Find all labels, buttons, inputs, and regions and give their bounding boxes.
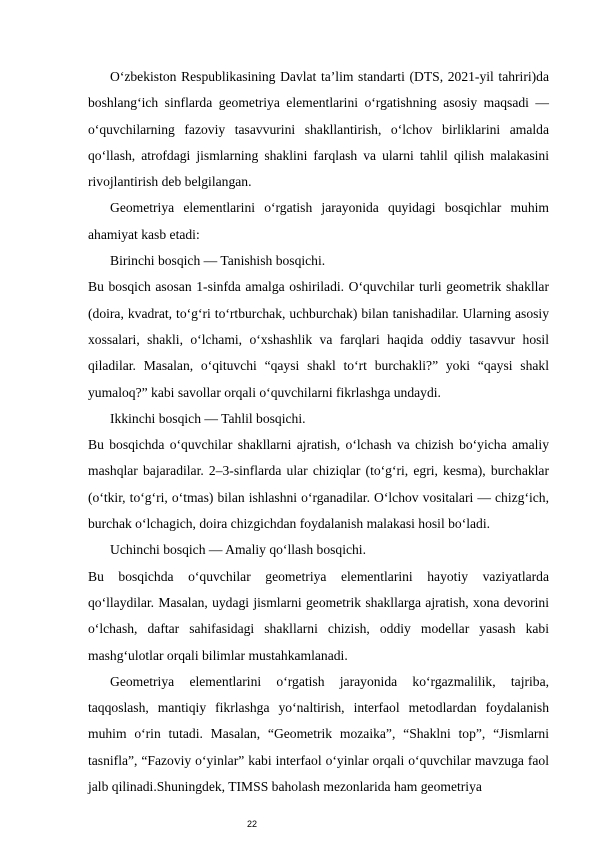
paragraph-stage-two: Bu bosqichda o‘quvchilar shakllarni ajratish, o‘lchash va chizish bo‘yicha amaliy mashqlar bajaradilar. 2–3-sinflarda ular chiziqlar (to‘g‘ri, egri, kesma), burchaklar (o‘tkir, to‘g‘ri, o‘tmas) bilan ishlashni o‘rganadilar. O‘lchov vositalari — chizg‘ich, burchak o‘lchagich, doira chizgichdan foydalanish malakasi hosil bo‘ladi. — [88, 437, 549, 532]
paragraph-stage-one: Bu bosqich asosan 1-sinfda amalga oshiriladi. O‘quvchilar turli geometrik shakllar (doira, kvadrat, to‘g‘ri to‘rtburchak, uchburchak) bilan tanishadilar. Ularning asosiy xossalari, shakli, o‘lchami, o‘xshashlik va farqlari haqida oddiy tasavvur hosil qiladilar. Masalan, o‘qituvchi “qaysi shakl to‘rt burchakli?” yoki “qaysi shakl yumaloq?” kabi savollar orqali o‘quvchilarni fikrlashga undaydi. — [88, 279, 549, 400]
heading-stage-one: Birinchi bosqich — Tanishish bosqichi. — [110, 253, 326, 269]
paragraph-stages-intro: Geometriya elementlarini o‘rgatish jarayonida quyidagi bosqichlar muhim ahamiyat kasb etadi: — [88, 200, 549, 242]
paragraph-stage-three: Bu bosqichda o‘quvchilar geometriya elementlarini hayotiy vaziyatlarda qo‘llaydilar. Masalan, uydagi jismlarni geometrik shakllarga ajratish, xona devorini o‘lchash, daftar sahifasidagi shakllarni chizish, oddiy modellar yasash kabi mashg‘ulotlar orqali bilimlar mustahkamlanadi. — [88, 568, 549, 663]
page-body — [88, 64, 549, 800]
paragraph-dts-goal: O‘zbekiston Respublikasining Davlat ta’lim standarti (DTS, 2021-yil tahriri)da boshlang‘ich sinflarda geometriya elementlarini o‘rgatishning asosiy maqsadi — o‘quvchilarning fazoviy tasavvurini shakllantirish, o‘lchov birliklarini amalda qo‘llash, atrofdagi jismlarning shaklini farqlash va ularni tahlil qilish malakasini rivojlantirish deb belgilangan. — [88, 69, 549, 190]
heading-stage-three: Uchinchi bosqich — Amaliy qo‘llash bosqichi. — [110, 542, 366, 558]
heading-stage-two: Ikkinchi bosqich — Tahlil bosqichi. — [110, 410, 306, 426]
paragraph-methods: Geometriya elementlarini o‘rgatish jarayonida ko‘rgazmalilik, tajriba, taqqoslash, mantiqiy fikrlashga yo‘naltirish, interfaol metodlardan foydalanish muhim o‘rin tutadi. Masalan, “Geometrik mozaika”, “Shaklni top”, “Jismlarni tasnifla”, “Fazoviy o‘yinlar” kabi interfaol o‘yinlar orqali o‘quvchilar mavzuga faol jalb qilinadi.Shuningdek, TIMSS baholash mezonlarida ham geometriya — [88, 673, 549, 795]
page-number: 22 — [247, 819, 258, 829]
